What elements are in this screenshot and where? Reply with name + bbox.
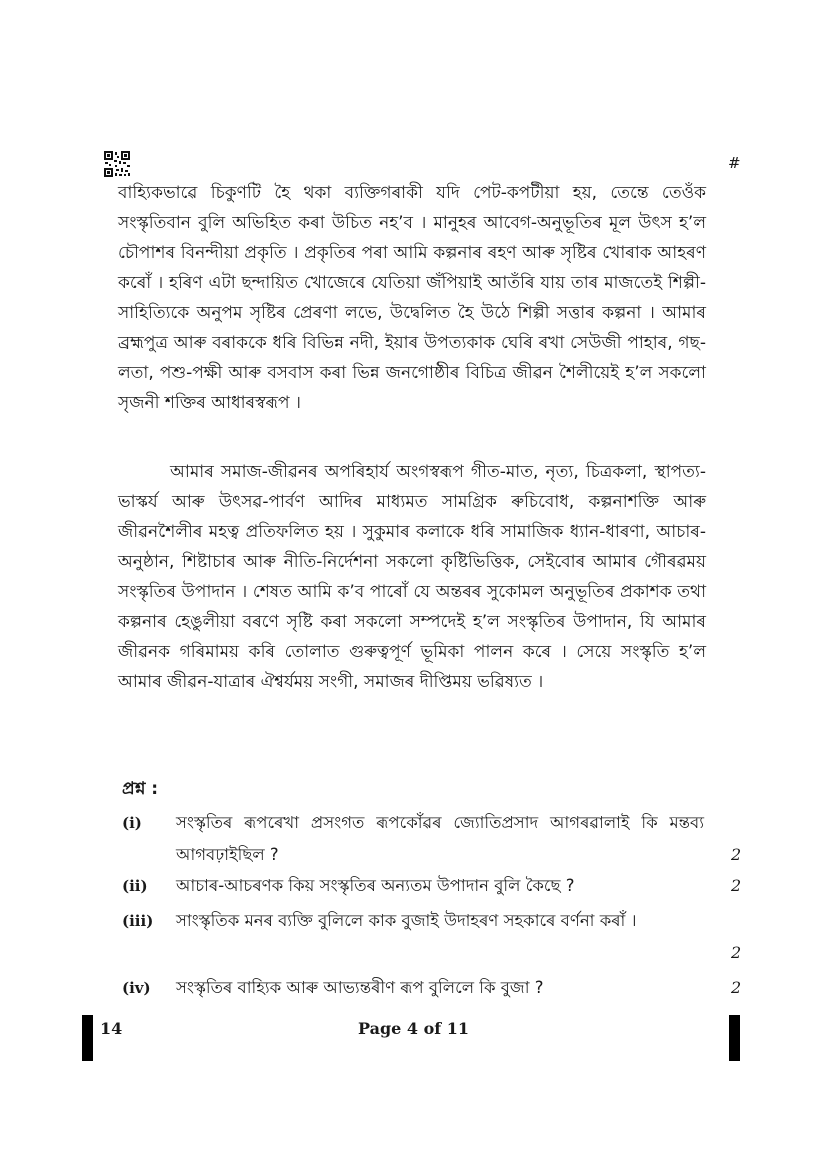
- question-text: সাংস্কৃতিক মনৰ ব্যক্তি বুলিলে কাক বুজাই উদাহৰণ সহকাৰে বৰ্ণনা কৰাঁ ।: [176, 911, 637, 930]
- question-marks: 2: [731, 845, 742, 864]
- question-marks: 2: [731, 978, 742, 997]
- footer-paper-code: 14: [100, 1019, 123, 1038]
- passage-paragraph-1: বাহ্যিকভাৱে চিকুণটি হৈ থকা ব্যক্তিগৰাকী যদি পেট-কপটীয়া হয়, তেন্তে তেওঁক সংস্কৃতিবান বুলি অভিহিত কৰা উচিত নহ’ব । মানুহৰ আবেগ-অনুভূতিৰ মূল উৎস হ’ল চৌপাশৰ বিনন্দীয়া প্ৰকৃতি । প্ৰকৃতিৰ পৰা আমি কল্পনাৰ ৰহণ আৰু সৃষ্টিৰ খোৰাক আহৰণ কৰোঁ । হৰিণ এটা ছন্দায়িত খোজেৰে যেতিয়া জঁপিয়াই আতঁৰি যায় তাৰ মাজতেই শিল্পী-সাহিত্যিকে অনুপম সৃষ্টিৰ প্ৰেৰণা লভে, উদ্বেলিত হৈ উঠে শিল্পী সত্তাৰ কল্পনা । আমাৰ ব্ৰহ্মপুত্ৰ আৰু বৰাককে ধৰি বিভিন্ন নদী, ইয়াৰ উপত্যকাক ঘেৰি ৰখা সেউজী পাহাৰ, গছ-লতা, পশু-পক্ষী আৰু বসবাস কৰা ভিন্ন জনগোষ্ঠীৰ বিচিত্ৰ জীৱন শৈলীয়েই হ’ল সকলো সৃজনী শক্তিৰ আধাৰস্বৰূপ ।: [118, 183, 706, 413]
- question-number: (iii): [122, 912, 154, 930]
- question-number: (iv): [122, 979, 151, 997]
- question-text: আচাৰ-আচৰণক কিয় সংস্কৃতিৰ অন্যতম উপাদান বুলি কৈছে ?: [176, 876, 575, 895]
- question-number: (i): [122, 814, 142, 832]
- question-text: সংস্কৃতিৰ বাহ্যিক আৰু আভ্যন্তৰীণ ৰূপ বুলিলে কি বুজা ?: [176, 978, 544, 997]
- footer-page-number: Page 4 of 11: [358, 1019, 469, 1038]
- qr-code-icon: [104, 151, 130, 177]
- question-text: সংস্কৃতিৰ ৰূপৰেখা প্ৰসংগত ৰূপকোঁৱৰ জ্যোতিপ্ৰসাদ আগৰৱালাই কি মন্তব্য আগবঢ়াইছিল ?: [176, 813, 704, 864]
- passage-paragraph-2: আমাৰ সমাজ-জীৱনৰ অপৰিহাৰ্য অংগস্বৰূপ গীত-মাত, নৃত্য, চিত্ৰকলা, স্থাপত্য-ভাস্কৰ্য আৰু উৎসৱ-পাৰ্বণ আদিৰ মাধ্যমত সামগ্ৰিক ৰুচিবোধ, কল্পনাশক্তি আৰু জীৱনশৈলীৰ মহত্ব প্ৰতিফলিত হয় । সুকুমাৰ কলাকে ধৰি সামাজিক ধ্যান-ধাৰণা, আচাৰ-অনুষ্ঠান, শিষ্টাচাৰ আৰু নীতি-নিৰ্দেশনা সকলো কৃষ্টিভিত্তিক, সেইবোৰ আমাৰ গৌৰৱময় সংস্কৃতিৰ উপাদান । শেষত আমি ক’ব পাৰোঁ যে অন্তৰৰ সুকোমল অনুভূতিৰ প্ৰকাশক তথা কল্পনাৰ হেঙুলীয়া বৰণে সৃষ্টি কৰা সকলো সম্পদেই হ’ল সংস্কৃতিৰ উপাদান, যি আমাৰ জীৱনক গৰিমাময় কৰি তোলাত গুৰুত্বপূৰ্ণ ভূমিকা পালন কৰে । সেয়ে সংস্কৃতি হ’ল আমাৰ জীৱন-যাত্ৰাৰ ঐশ্বৰ্যময় সংগী, সমাজৰ দীপ্তিময় ভৱিষ্যত ।: [118, 462, 706, 692]
- question-marks: 2: [731, 876, 742, 895]
- question-number: (ii): [122, 877, 148, 895]
- question-marks: 2: [731, 943, 742, 962]
- questions-heading: প্ৰশ্ন :: [122, 779, 159, 799]
- header-hash-mark: #: [728, 154, 741, 172]
